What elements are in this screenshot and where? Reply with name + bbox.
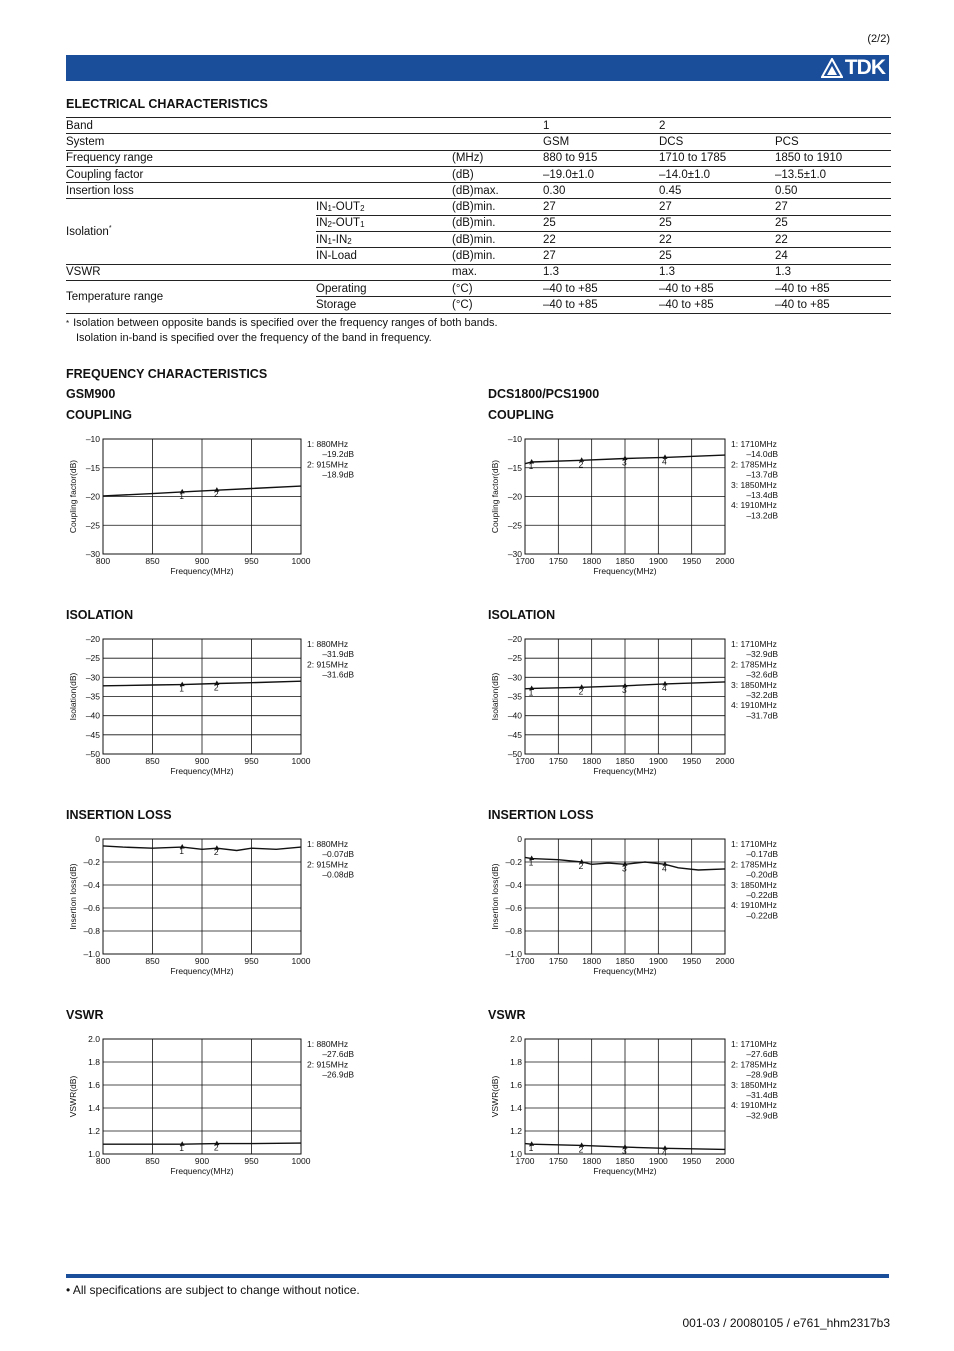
chart-title: VSWR: [488, 1008, 526, 1022]
chart-svg: [66, 1030, 396, 1202]
footnote-line-1: Isolation between opposite bands is specified over the frequency ranges of both bands.: [73, 317, 498, 329]
x-tick-label: 1900: [648, 756, 668, 766]
y-tick-label: 1.0: [88, 1149, 100, 1159]
x-tick-label: 1700: [515, 756, 535, 766]
row-unit: (dB)min.: [452, 199, 543, 215]
y-tick-label: –0.8: [83, 926, 100, 936]
row-label-text: Temperature range: [66, 290, 164, 303]
legend-entry: –18.9dB: [322, 469, 354, 480]
legend-entry: 2: 1785MHz: [731, 859, 777, 870]
table-row: [66, 264, 891, 280]
marker-label: 1: [528, 1143, 534, 1154]
cell-value: 1710 to 1785: [659, 150, 775, 166]
x-tick-label: 1700: [515, 1156, 535, 1166]
x-tick-label: 800: [95, 956, 111, 966]
legend-entry: –19.2dB: [322, 449, 354, 460]
row-label-text: Isolation: [66, 225, 109, 238]
x-tick-label: 1700: [515, 556, 535, 566]
legend-entry: –32.6dB: [746, 669, 778, 680]
y-axis-label: Insertion loss(dB): [68, 863, 78, 930]
chart-title: ISOLATION: [66, 608, 134, 622]
marker-label: 3: [622, 863, 627, 874]
row-label: Frequency range: [66, 150, 316, 166]
marker-label: 2: [213, 1142, 219, 1153]
y-axis-label: Insertion loss(dB): [490, 863, 500, 930]
chart-svg: [488, 830, 818, 1002]
marker-label: 4: [662, 456, 667, 467]
x-tick-label: 1850: [615, 1156, 635, 1166]
y-tick-label: –50: [85, 749, 100, 759]
x-tick-label: 1950: [682, 1156, 702, 1166]
legend-entry: –0.17dB: [746, 849, 778, 860]
cell-value: 25: [543, 215, 659, 231]
legend-entry: –31.9dB: [322, 649, 354, 660]
legend-entry: –32.9dB: [746, 649, 778, 660]
x-tick-label: 1800: [582, 556, 602, 566]
cell-value: –40 to +85: [775, 280, 891, 296]
row-unit: (dB)max.: [452, 183, 543, 199]
y-tick-label: –0.6: [83, 903, 100, 913]
cell-value: 880 to 915: [543, 150, 659, 166]
y-tick-label: –40: [85, 710, 100, 721]
electrical-heading: ELECTRICAL CHARACTERISTICS: [66, 97, 268, 111]
y-tick-label: 1.8: [510, 1057, 522, 1067]
table-row: [66, 134, 891, 150]
legend-entry: –0.22dB: [746, 890, 778, 900]
y-tick-label: –0.8: [505, 926, 522, 936]
cell-value: 1: [543, 118, 659, 134]
row-sublabel: $IN_1-OUT_2$: [316, 199, 452, 215]
row-label: VSWR: [66, 264, 316, 280]
x-axis-label: Frequency(MHz): [170, 566, 234, 576]
cell-value: 25: [659, 248, 775, 264]
y-tick-label: –45: [85, 729, 100, 740]
x-tick-label: 850: [145, 756, 160, 766]
isolation-note-mark: *: [108, 225, 112, 233]
legend-entry: –0.22dB: [746, 910, 778, 921]
chart-title: COUPLING: [66, 408, 132, 422]
y-tick-label: 1.6: [88, 1080, 100, 1090]
y-tick-label: –30: [507, 549, 522, 559]
row-sublabel: [316, 264, 452, 280]
legend-entry: –28.9dB: [746, 1069, 778, 1080]
y-axis-label: VSWR(dB): [490, 1075, 500, 1118]
legend-entry: 2: 915MHz: [307, 859, 349, 870]
y-tick-label: –0.2: [505, 857, 522, 867]
marker-label: 2: [213, 489, 219, 500]
y-tick-label: 0: [95, 834, 100, 844]
legend-entry: 2: 1785MHz: [731, 1059, 777, 1070]
marker-label: 2: [578, 1144, 584, 1155]
table-row: [66, 199, 891, 215]
x-tick-label: 2000: [715, 756, 735, 766]
x-tick-label: 1950: [682, 756, 702, 766]
x-tick-label: 950: [244, 956, 259, 966]
row-unit: (dB)min.: [452, 248, 543, 264]
marker-label: 1: [528, 857, 534, 868]
chart-svg: [488, 1030, 818, 1202]
marker-label: 1: [528, 687, 534, 698]
frequency-heading: FREQUENCY CHARACTERISTICS: [66, 367, 268, 381]
marker-label: 2: [213, 847, 219, 858]
y-tick-label: 1.8: [88, 1057, 100, 1067]
cell-value: –19.0±1.0: [543, 166, 659, 182]
row-unit: [452, 134, 543, 150]
legend-entry: –32.9dB: [746, 1110, 778, 1121]
cell-value: 22: [775, 232, 891, 248]
table-row: [66, 150, 891, 166]
tdk-logo: [821, 57, 885, 79]
y-axis-label: VSWR(dB): [68, 1075, 78, 1118]
y-tick-label: –30: [507, 672, 522, 683]
cell-value: 25: [775, 215, 891, 231]
y-tick-label: –25: [507, 520, 522, 531]
row-unit: max.: [452, 264, 543, 280]
cell-value: 22: [543, 232, 659, 248]
legend-entry: 2: 915MHz: [307, 1059, 349, 1070]
x-axis-label: Frequency(MHz): [593, 766, 657, 776]
row-unit: [452, 118, 543, 134]
cell-value: PCS: [775, 134, 891, 150]
legend-entry: 3: 1850MHz: [731, 1079, 777, 1090]
x-tick-label: 800: [95, 556, 111, 566]
legend-entry: –31.6dB: [322, 669, 354, 680]
x-tick-label: 1950: [682, 956, 702, 966]
x-tick-label: 900: [194, 1156, 210, 1166]
x-tick-label: 1000: [291, 1156, 311, 1166]
chart-title: COUPLING: [488, 408, 554, 422]
cell-value: 24: [775, 248, 891, 264]
marker-label: 2: [578, 861, 584, 871]
cell-value: DCS: [659, 134, 775, 150]
x-axis-label: Frequency(MHz): [593, 966, 657, 976]
y-tick-label: –20: [507, 634, 522, 644]
x-axis-label: Frequency(MHz): [593, 566, 657, 576]
x-tick-label: 1700: [515, 956, 535, 966]
cell-value: 27: [543, 248, 659, 264]
tdk-wordmark: TDK: [844, 56, 885, 79]
marker-label: 2: [213, 682, 219, 693]
row-sublabel: [316, 134, 452, 150]
x-tick-label: 850: [145, 556, 160, 566]
y-tick-label: 0: [517, 834, 522, 844]
marker-label: 4: [662, 1147, 667, 1158]
y-axis-label: Isolation(dB): [68, 672, 78, 721]
row-unit: (°C): [452, 280, 543, 296]
row-label: Coupling factor: [66, 166, 316, 182]
legend-entry: 1: 880MHz: [307, 839, 349, 849]
y-tick-label: 1.4: [510, 1103, 522, 1113]
cell-value: 1.3: [543, 264, 659, 280]
legend-entry: –0.20dB: [746, 869, 778, 880]
x-tick-label: 1800: [582, 756, 602, 766]
legend-entry: –13.2dB: [746, 510, 778, 521]
chart-svg: [488, 630, 818, 802]
legend-entry: –31.7dB: [746, 710, 778, 721]
chart-svg: [66, 830, 396, 1002]
x-tick-label: 1750: [548, 956, 568, 966]
x-axis-label: Frequency(MHz): [593, 1166, 657, 1176]
x-tick-label: 900: [194, 956, 210, 966]
x-tick-label: 1000: [291, 956, 311, 966]
y-tick-label: 1.2: [88, 1126, 100, 1136]
legend-entry: –27.6dB: [746, 1049, 778, 1060]
row-sublabel: [316, 150, 452, 166]
document-code: 001-03 / 20080105 / e761_hhm2317b3: [682, 1316, 890, 1330]
row-sublabel: $IN_2-OUT_1$: [316, 215, 452, 231]
y-tick-label: 1.0: [510, 1149, 522, 1159]
x-tick-label: 900: [194, 556, 210, 566]
y-tick-label: –40: [507, 710, 522, 721]
footnote-line-2: Isolation in-band is specified over the frequency of the band in frequency.: [76, 332, 432, 344]
cell-value: –40 to +85: [659, 297, 775, 313]
x-tick-label: 950: [244, 756, 259, 766]
y-tick-label: –30: [85, 672, 100, 683]
cell-value: –40 to +85: [659, 280, 775, 296]
x-axis-label: Frequency(MHz): [170, 1166, 234, 1176]
row-sublabel: IN-Load: [316, 248, 452, 264]
x-tick-label: 1900: [648, 1156, 668, 1166]
legend-entry: –26.9dB: [322, 1069, 354, 1080]
cell-value: –40 to +85: [543, 297, 659, 313]
table-row: [66, 280, 891, 296]
cell-value: 27: [775, 199, 891, 215]
legend-entry: 2: 1785MHz: [731, 659, 777, 670]
footer-note: • All specifications are subject to change without notice.: [66, 1283, 360, 1297]
chart-title: ISOLATION: [488, 608, 556, 622]
y-tick-label: 1.2: [510, 1126, 522, 1136]
row-unit: (dB): [452, 166, 543, 182]
y-axis-label: Coupling factor(dB): [68, 459, 78, 534]
legend-entry: –27.6dB: [322, 1049, 354, 1060]
x-tick-label: 1750: [548, 756, 568, 766]
legend-entry: 4: 1910MHz: [731, 700, 777, 711]
gsm-heading: GSM900: [66, 387, 116, 401]
legend-entry: 4: 1910MHz: [731, 500, 777, 511]
row-unit: (dB)min.: [452, 232, 543, 248]
x-tick-label: 1850: [615, 956, 635, 966]
cell-value: 0.45: [659, 183, 775, 199]
legend-entry: –13.7dB: [746, 469, 778, 480]
cell-value: 2: [659, 118, 775, 134]
marker-label: 1: [179, 683, 184, 694]
page-number: (2/2): [867, 33, 890, 45]
row-label: Band: [66, 118, 316, 134]
row-unit: (°C): [452, 297, 543, 313]
x-tick-label: 850: [145, 956, 160, 966]
x-tick-label: 1750: [548, 1156, 568, 1166]
cell-value: GSM: [543, 134, 659, 150]
x-tick-label: 850: [145, 1156, 160, 1166]
marker-label: 3: [622, 457, 627, 468]
cell-value: 25: [659, 215, 775, 231]
legend-entry: 1: 1710MHz: [731, 439, 777, 449]
chart-title: INSERTION LOSS: [66, 808, 172, 822]
series-line: [103, 1143, 301, 1144]
y-tick-label: –25: [85, 520, 100, 531]
y-tick-label: –0.2: [83, 857, 100, 867]
legend-entry: 1: 1710MHz: [731, 839, 777, 849]
row-sublabel: [316, 183, 452, 199]
row-sublabel: Storage: [316, 297, 452, 313]
legend-entry: 1: 1710MHz: [731, 639, 777, 649]
y-tick-label: –25: [85, 653, 100, 664]
x-tick-label: 1850: [615, 556, 635, 566]
row-unit: (MHz): [452, 150, 543, 166]
footnote-mark: *: [66, 319, 70, 328]
y-tick-label: –50: [507, 749, 522, 759]
cell-value: 27: [543, 199, 659, 215]
table-row: [66, 183, 891, 199]
isolation-footnote: [66, 316, 586, 346]
y-tick-label: –35: [507, 691, 522, 702]
y-axis-label: Isolation(dB): [490, 672, 500, 721]
marker-label: 4: [662, 863, 667, 874]
cell-value: [775, 118, 891, 134]
dcs-heading: DCS1800/PCS1900: [488, 387, 600, 401]
legend-entry: –32.2dB: [746, 690, 778, 700]
table-row: [66, 118, 891, 134]
y-tick-label: 1.4: [88, 1103, 100, 1113]
y-tick-label: –15: [85, 462, 100, 473]
x-tick-label: 1750: [548, 556, 568, 566]
row-sublabel: [316, 166, 452, 182]
row-label: [66, 199, 316, 264]
y-tick-label: –45: [507, 729, 522, 740]
x-tick-label: 1800: [582, 1156, 602, 1166]
cell-value: 0.30: [543, 183, 659, 199]
legend-entry: 3: 1850MHz: [731, 679, 777, 690]
electrical-table: [66, 117, 891, 314]
legend-entry: 2: 1785MHz: [731, 459, 777, 470]
chart-title: INSERTION LOSS: [488, 808, 594, 822]
cell-value: –14.0±1.0: [659, 166, 775, 182]
x-tick-label: 900: [194, 756, 210, 766]
tdk-emblem-icon: [821, 58, 843, 78]
marker-label: 1: [179, 490, 184, 501]
x-tick-label: 2000: [715, 1156, 735, 1166]
cell-value: –40 to +85: [775, 297, 891, 313]
y-tick-label: –1.0: [83, 949, 100, 959]
x-tick-label: 2000: [715, 556, 735, 566]
y-tick-label: –20: [85, 634, 100, 644]
x-tick-label: 1800: [582, 956, 602, 966]
legend-entry: –0.07dB: [322, 849, 354, 860]
row-sublabel: Operating: [316, 280, 452, 296]
x-tick-label: 800: [95, 756, 111, 766]
legend-entry: 2: 915MHz: [307, 659, 349, 670]
cell-value: 0.50: [775, 183, 891, 199]
y-tick-label: –25: [507, 653, 522, 664]
y-axis-label: Coupling factor(dB): [490, 459, 500, 534]
marker-label: 1: [179, 846, 184, 857]
cell-value: –40 to +85: [543, 280, 659, 296]
header-bar: [66, 55, 889, 81]
cell-value: 1850 to 1910: [775, 150, 891, 166]
x-tick-label: 2000: [715, 956, 735, 966]
marker-label: 1: [528, 461, 534, 471]
marker-label: 1: [179, 1143, 184, 1154]
legend-entry: 1: 880MHz: [307, 639, 349, 649]
y-tick-label: –15: [507, 462, 522, 473]
x-tick-label: 1950: [682, 556, 702, 566]
chart-svg: [66, 430, 396, 602]
y-tick-label: –20: [85, 491, 100, 502]
chart-svg: [488, 430, 818, 602]
chart-svg: [66, 630, 396, 802]
row-label: System: [66, 134, 316, 150]
row-label: Insertion loss: [66, 183, 316, 199]
y-tick-label: –10: [85, 434, 100, 444]
legend-entry: 1: 880MHz: [307, 1039, 349, 1049]
marker-label: 2: [578, 686, 584, 697]
x-tick-label: 1000: [291, 756, 311, 766]
row-unit: (dB)min.: [452, 215, 543, 231]
x-tick-label: 950: [244, 556, 259, 566]
y-tick-label: 2.0: [510, 1034, 522, 1044]
legend-entry: –31.4dB: [746, 1090, 778, 1100]
cell-value: 1.3: [659, 264, 775, 280]
row-sublabel: $IN_1-IN_2$: [316, 232, 452, 248]
legend-entry: 3: 1850MHz: [731, 479, 777, 490]
x-axis-label: Frequency(MHz): [170, 966, 234, 976]
chart-title: VSWR: [66, 1008, 104, 1022]
y-tick-label: –0.4: [505, 880, 522, 890]
y-tick-label: 1.6: [510, 1080, 522, 1090]
marker-label: 3: [622, 684, 627, 695]
legend-entry: 4: 1910MHz: [731, 900, 777, 911]
marker-label: 2: [578, 459, 584, 470]
table-row: [66, 166, 891, 182]
x-tick-label: 1850: [615, 756, 635, 766]
y-tick-label: –1.0: [505, 949, 522, 959]
y-tick-label: –35: [85, 691, 100, 702]
legend-entry: 1: 880MHz: [307, 439, 349, 449]
footer-bar: [66, 1274, 889, 1278]
x-tick-label: 950: [244, 1156, 259, 1166]
cell-value: 22: [659, 232, 775, 248]
cell-value: 27: [659, 199, 775, 215]
y-tick-label: –10: [507, 434, 522, 444]
x-tick-label: 800: [95, 1156, 111, 1166]
legend-entry: –0.08dB: [322, 869, 354, 880]
legend-entry: –14.0dB: [746, 449, 778, 460]
x-tick-label: 1900: [648, 556, 668, 566]
y-tick-label: –0.6: [505, 903, 522, 913]
y-tick-label: –20: [507, 491, 522, 502]
row-sublabel: [316, 118, 452, 134]
x-tick-label: 1000: [291, 556, 311, 566]
row-label: [66, 280, 316, 313]
legend-entry: 2: 915MHz: [307, 459, 349, 470]
legend-entry: 3: 1850MHz: [731, 879, 777, 890]
marker-label: 4: [662, 682, 667, 693]
legend-entry: 4: 1910MHz: [731, 1100, 777, 1111]
cell-value: 1.3: [775, 264, 891, 280]
legend-entry: 1: 1710MHz: [731, 1039, 777, 1049]
y-tick-label: –0.4: [83, 880, 100, 890]
cell-value: –13.5±1.0: [775, 166, 891, 182]
x-tick-label: 1900: [648, 956, 668, 966]
y-tick-label: –30: [85, 549, 100, 559]
marker-label: 3: [622, 1146, 627, 1157]
x-axis-label: Frequency(MHz): [170, 766, 234, 776]
y-tick-label: 2.0: [88, 1034, 100, 1044]
legend-entry: –13.4dB: [746, 490, 778, 500]
